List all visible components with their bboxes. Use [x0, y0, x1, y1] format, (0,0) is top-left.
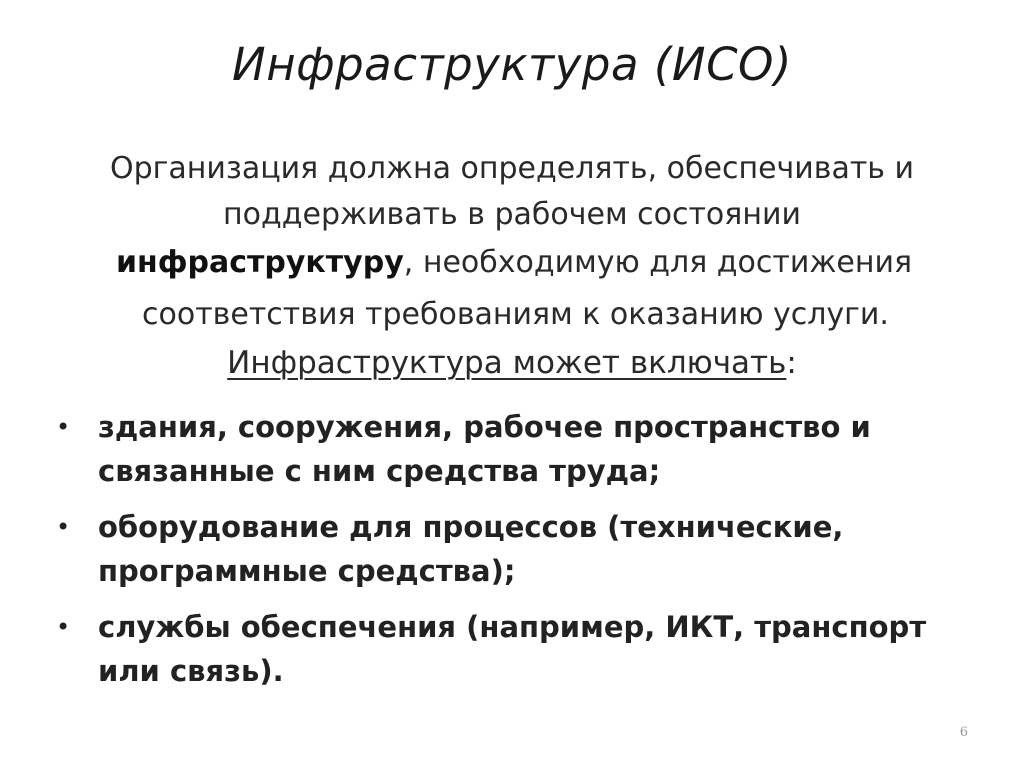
intro-line-3-rest: , необходимую для достижения: [403, 245, 913, 280]
bullet-icon: •: [56, 613, 71, 641]
list-item-text: оборудование для процессов (технические, программные средства);: [98, 510, 844, 588]
subheading-suffix: :: [786, 345, 797, 381]
bullet-icon: •: [56, 413, 71, 441]
intro-line-2: поддерживать в рабочем состоянии: [223, 197, 801, 232]
infrastructure-list: [50, 405, 980, 705]
slide-title: Инфраструктура (ИСО): [232, 38, 792, 91]
intro-line-4: соответствия требованиям к оказанию услуги.: [142, 297, 889, 332]
list-item-text: здания, сооружения, рабочее пространство и связанные с ним средства труда;: [98, 410, 871, 488]
bullet-icon: •: [56, 513, 71, 541]
list-item: [50, 405, 980, 493]
intro-bold-term: инфраструктуру: [116, 245, 404, 280]
list-item-text: службы обеспечения (например, ИКТ, транспорт или связь).: [98, 610, 927, 688]
subheading-underlined: Инфраструктура может включать: [227, 345, 787, 381]
intro-paragraph: [60, 146, 964, 342]
list-item: [50, 605, 980, 693]
intro-line-1: Организация должна определять, обеспечивать и: [109, 151, 915, 186]
intro-line-3: [60, 238, 964, 288]
list-item: [50, 505, 980, 593]
subheading: [0, 345, 1024, 381]
page-number: 6: [959, 725, 968, 740]
